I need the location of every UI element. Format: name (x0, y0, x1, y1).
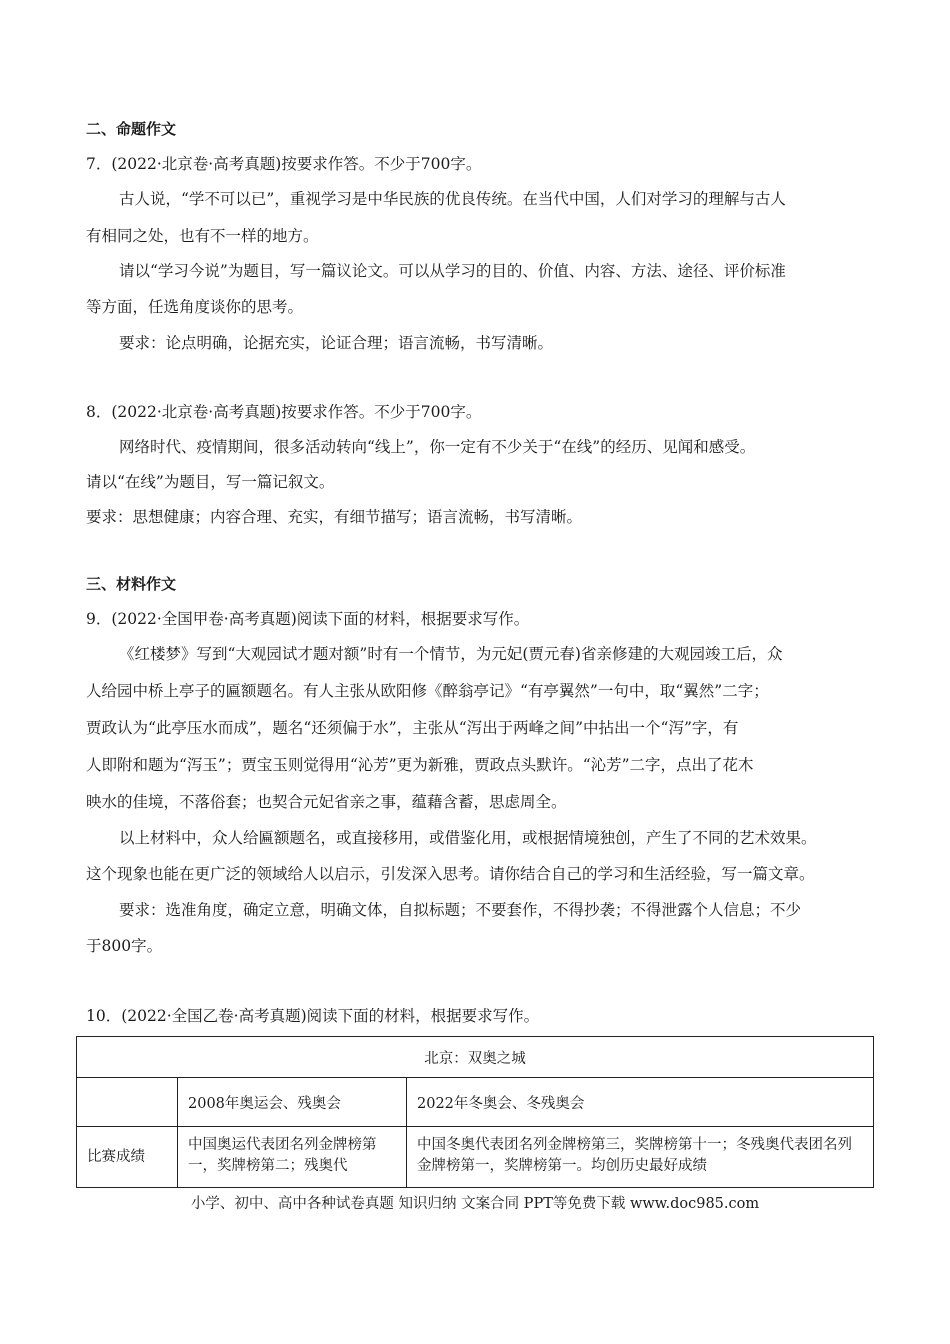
q7-para2-line1: 请以“学习今说”为题目，写一篇议论文。可以从学习的目的、价值、内容、方法、途径、评价标准 (119, 262, 786, 280)
q9-material-line1: 《红楼梦》写到“大观园试才题对额”时有一个情节，为元妃(贾元春)省亲修建的大观园竣工后，众 (119, 645, 783, 663)
q8-line1: 网络时代、疫情期间，很多活动转向“线上”，你一定有不少关于“在线”的经历、见闻和感受。 (119, 438, 756, 456)
q9-requirement-line2: 于800字。 (86, 937, 163, 955)
table-title: 北京：双奥之城 (77, 1037, 874, 1078)
q7-para1-line1: 古人说，“学不可以已”，重视学习是中华民族的优良传统。在当代中国，人们对学习的理解与古人 (119, 190, 786, 208)
q7-para2-line2: 等方面，任选角度谈你的思考。 (86, 298, 304, 316)
q10-stem: 10．(2022·全国乙卷·高考真题)阅读下面的材料，根据要求写作。 (86, 1007, 540, 1025)
q9-material-line3: 贾政认为“此亭压水而成”，题名“还须偏于水”，主张从“泻出于两峰之间”中拈出一个“泻”字，有 (86, 719, 739, 737)
q9-requirement-line1: 要求：选准角度，确定立意，明确文体，自拟标题；不要套作，不得抄袭；不得泄露个人信息；不少 (119, 901, 802, 919)
q7-para1-line2: 有相同之处，也有不一样的地方。 (86, 227, 319, 245)
q7-requirement: 要求：论点明确，论据充实，论证合理；语言流畅，书写清晰。 (119, 334, 554, 352)
table-cell-2008-result (178, 1127, 407, 1188)
table-cell-2022-text: 中国冬奥代表团名列金牌榜第三，奖牌榜第十一；冬残奥代表团名列金牌榜第一，奖牌榜第一。均创历史最好成绩 (417, 1137, 852, 1174)
q8-stem: 8．(2022·北京卷·高考真题)按要求作答。不少于700字。 (86, 403, 482, 421)
q8-requirement: 要求：思想健康；内容合理、充实，有细节描写；语言流畅，书写清晰。 (86, 508, 583, 526)
section2-heading: 二、命题作文 (86, 120, 177, 138)
section3-heading: 三、材料作文 (86, 575, 177, 593)
q9-material-line2: 人给园中桥上亭子的匾额题名。有人主张从欧阳修《醉翁亭记》“有亭翼然”一句中，取“翼然”二字； (86, 682, 769, 700)
q9-material-line4: 人即附和题为“泻玉”；贾宝玉则觉得用“沁芳”更为新雅，贾政点头默许。“沁芳”二字，点出了花木 (86, 756, 754, 774)
table-col-2022: 2022年冬奥会、冬残奥会 (407, 1078, 874, 1127)
q9-para2-line2: 这个现象也能在更广泛的领域给人以启示，引发深入思考。请你结合自己的学习和生活经验，写一篇文章。 (86, 865, 815, 883)
table-row-label: 比赛成绩 (77, 1127, 178, 1188)
q8-line2: 请以“在线”为题目，写一篇记叙文。 (86, 473, 335, 491)
page-footer: 小学、初中、高中各种试卷真题 知识归纳 文案合同 PPT等免费下载 www.doc985.com (190, 1196, 760, 1212)
table-cell-2022-result (407, 1127, 874, 1188)
q9-para2-line1: 以上材料中，众人给匾额题名，或直接移用，或借鉴化用，或根据情境独创，产生了不同的艺术效果。 (119, 829, 817, 847)
q9-material-line5: 映水的佳境，不落俗套；也契合元妃省亲之事，蕴藉含蓄，思虑周全。 (86, 793, 567, 811)
table-col-2008: 2008年奥运会、残奥会 (178, 1078, 407, 1127)
table-corner-cell (77, 1078, 178, 1127)
olympics-table (76, 1036, 874, 1188)
q7-stem: 7．(2022·北京卷·高考真题)按要求作答。不少于700字。 (86, 155, 482, 173)
q9-stem: 9．(2022·全国甲卷·高考真题)阅读下面的材料，根据要求写作。 (86, 610, 530, 628)
table-cell-2008-text: 中国奥运代表团名列金牌榜第一，奖牌榜第二；残奥代 (188, 1137, 377, 1174)
